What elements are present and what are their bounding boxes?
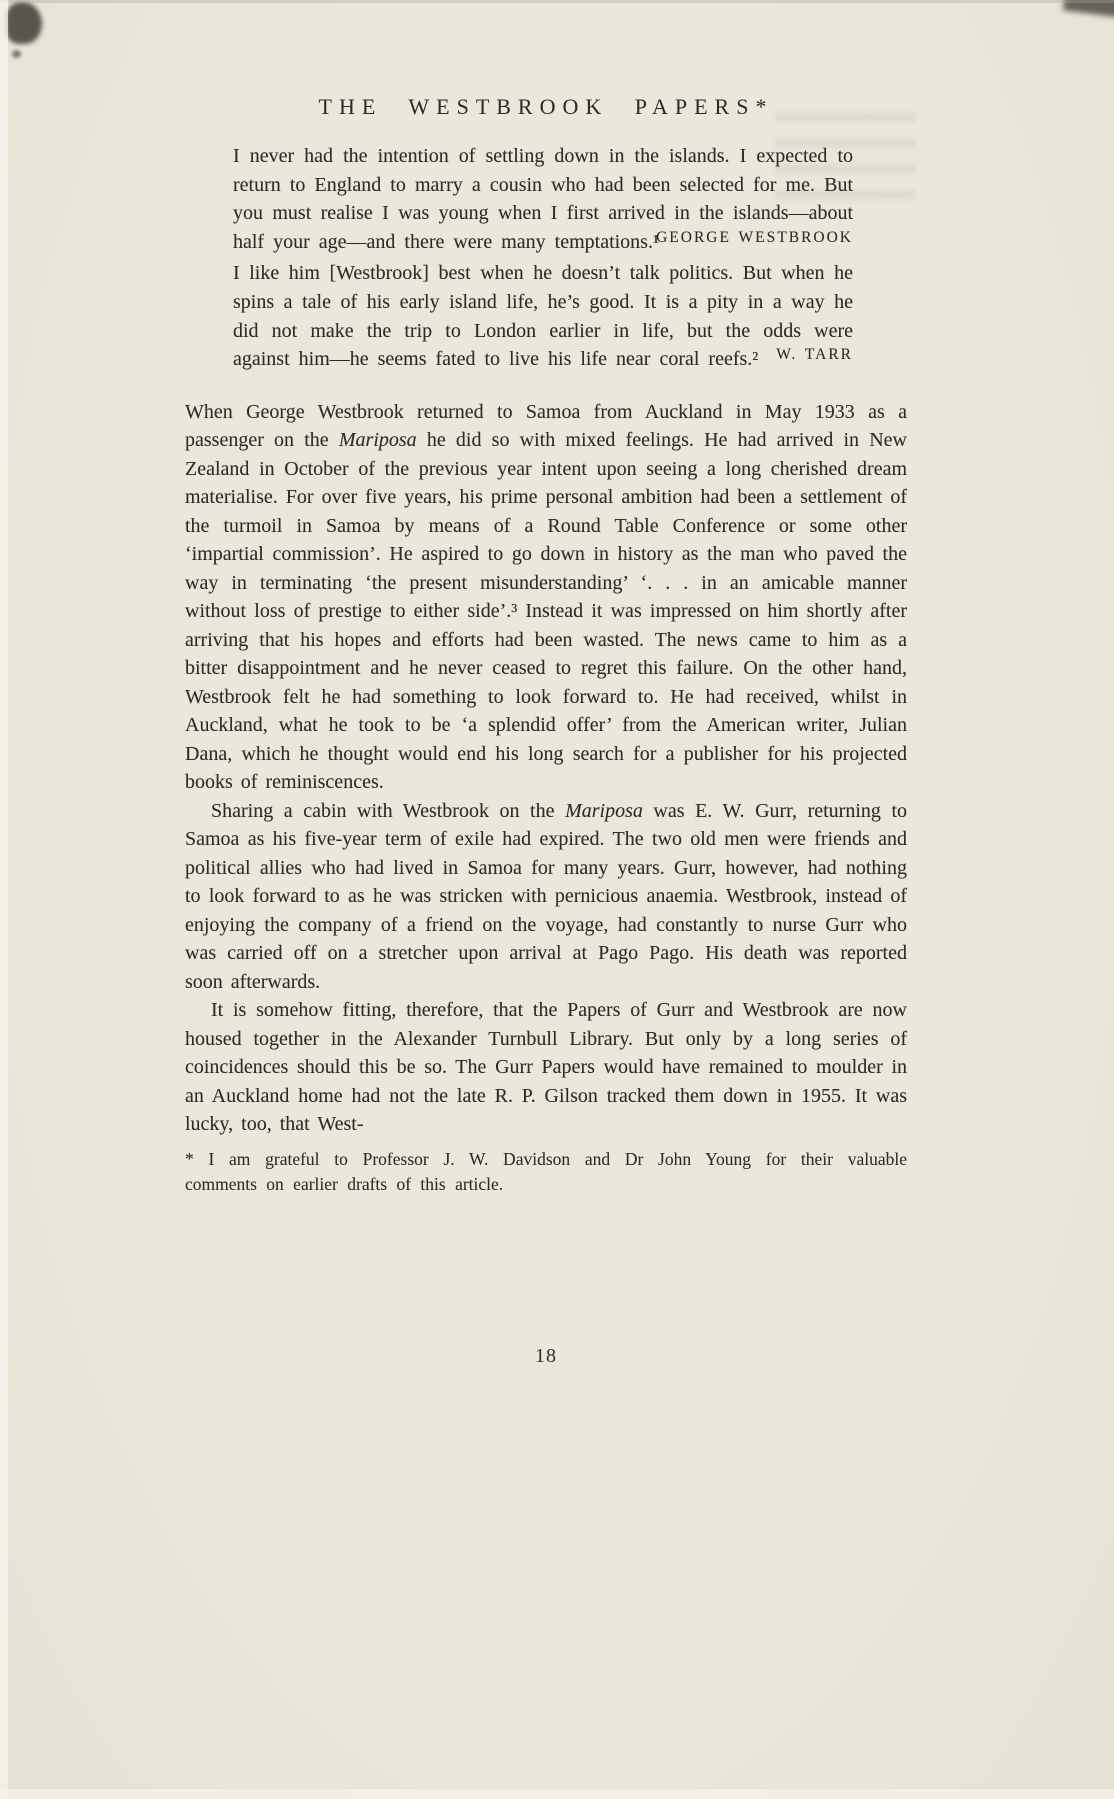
paragraph: When George Westbrook returned to Samoa from Auckland in May 1933 as a passenger on the Mariposa he did so with mixed feelings. He had arrived in New Zealand in October of the previous year intent upon seeing a long cherished dream materialise. For over five years, his prime personal ambition had been a settlement of the turmoil in Samoa by means of a Round Table Conference or some other ‘impartial commission’. He aspired to go down in history as the man who paved the way in terminating ‘the present misunderstanding’ ‘. . . in an amicable manner without loss of prestige to either side’.³ Instead it was impressed on him shortly after arriving that his hopes and efforts had been wasted. The news came to him as a bitter disappointment and he never ceased to regret this failure. On the other hand, Westbrook felt he had something to look forward to. He had received, whilst in Auckland, what he took to be ‘a splendid offer’ from the American writer, Julian Dana, which he thought would end his long search for a publisher for his projected books of reminiscences. [185, 400, 907, 794]
epigraph-tarr [233, 259, 853, 373]
scan-artifact-top-right [1063, 0, 1114, 17]
scan-edge-left [0, 0, 8, 1799]
paragraph: Sharing a cabin with Westbrook on the Mariposa was E. W. Gurr, returning to Samoa as his five-year term of exile had expired. The two old men were friends and political allies who had lived in Samoa for many years. Gurr, however, had nothing to look forward to as he was stricken with pernicious anaemia. Westbrook, instead of enjoying the company of a friend on the voyage, had constantly to nurse Gurr who was carried off on a stretcher upon arrival at Pago Pago. His death was reported soon afterwards. [185, 799, 907, 993]
article-title: THE WESTBROOK PAPERS* [318, 94, 774, 119]
epigraph-attribution: W. TARR [776, 346, 853, 364]
footnote: * I am grateful to Professor J. W. Davidson and Dr John Young for their valuable comments on earlier drafts of this article. [185, 1148, 907, 1194]
scan-artifact-top-left [6, 2, 42, 44]
scan-edge-bottom [0, 1789, 1114, 1799]
paragraph: It is somehow fitting, therefore, that the Papers of Gurr and Westbrook are now housed together in the Alexander Turnbull Library. But only by a long series of coincidences should this be so. The Gurr Papers would have remained to moulder in an Auckland home had not the late R. P. Gilson tracked them down in 1955. It was lucky, too, that West- [185, 999, 907, 1136]
text-block [185, 0, 907, 1197]
epigraph-text: I like him [Westbrook] best when he doesn’t talk politics. But when he spins a tale of his early island life, he’s good. It is a pity in a way he did not make the trip to London earlier in life, but the odds were against him—he seems fated to live his life near coral reefs.² [233, 262, 853, 371]
epigraph-text: I never had the intention of settling down in the islands. I expected to return to England to marry a cousin who had been selected for me. But you must realise I was young when I first arrived in the islands—about half your age—and there were many temptations.¹ [233, 145, 853, 253]
scan-speck [12, 50, 21, 58]
epigraph-attribution: GEORGE WESTBROOK [656, 228, 853, 246]
epigraph-section [185, 142, 907, 374]
epigraph-westbrook [233, 142, 853, 256]
page-number: 18 [535, 1345, 557, 1367]
body-text [185, 398, 907, 1139]
